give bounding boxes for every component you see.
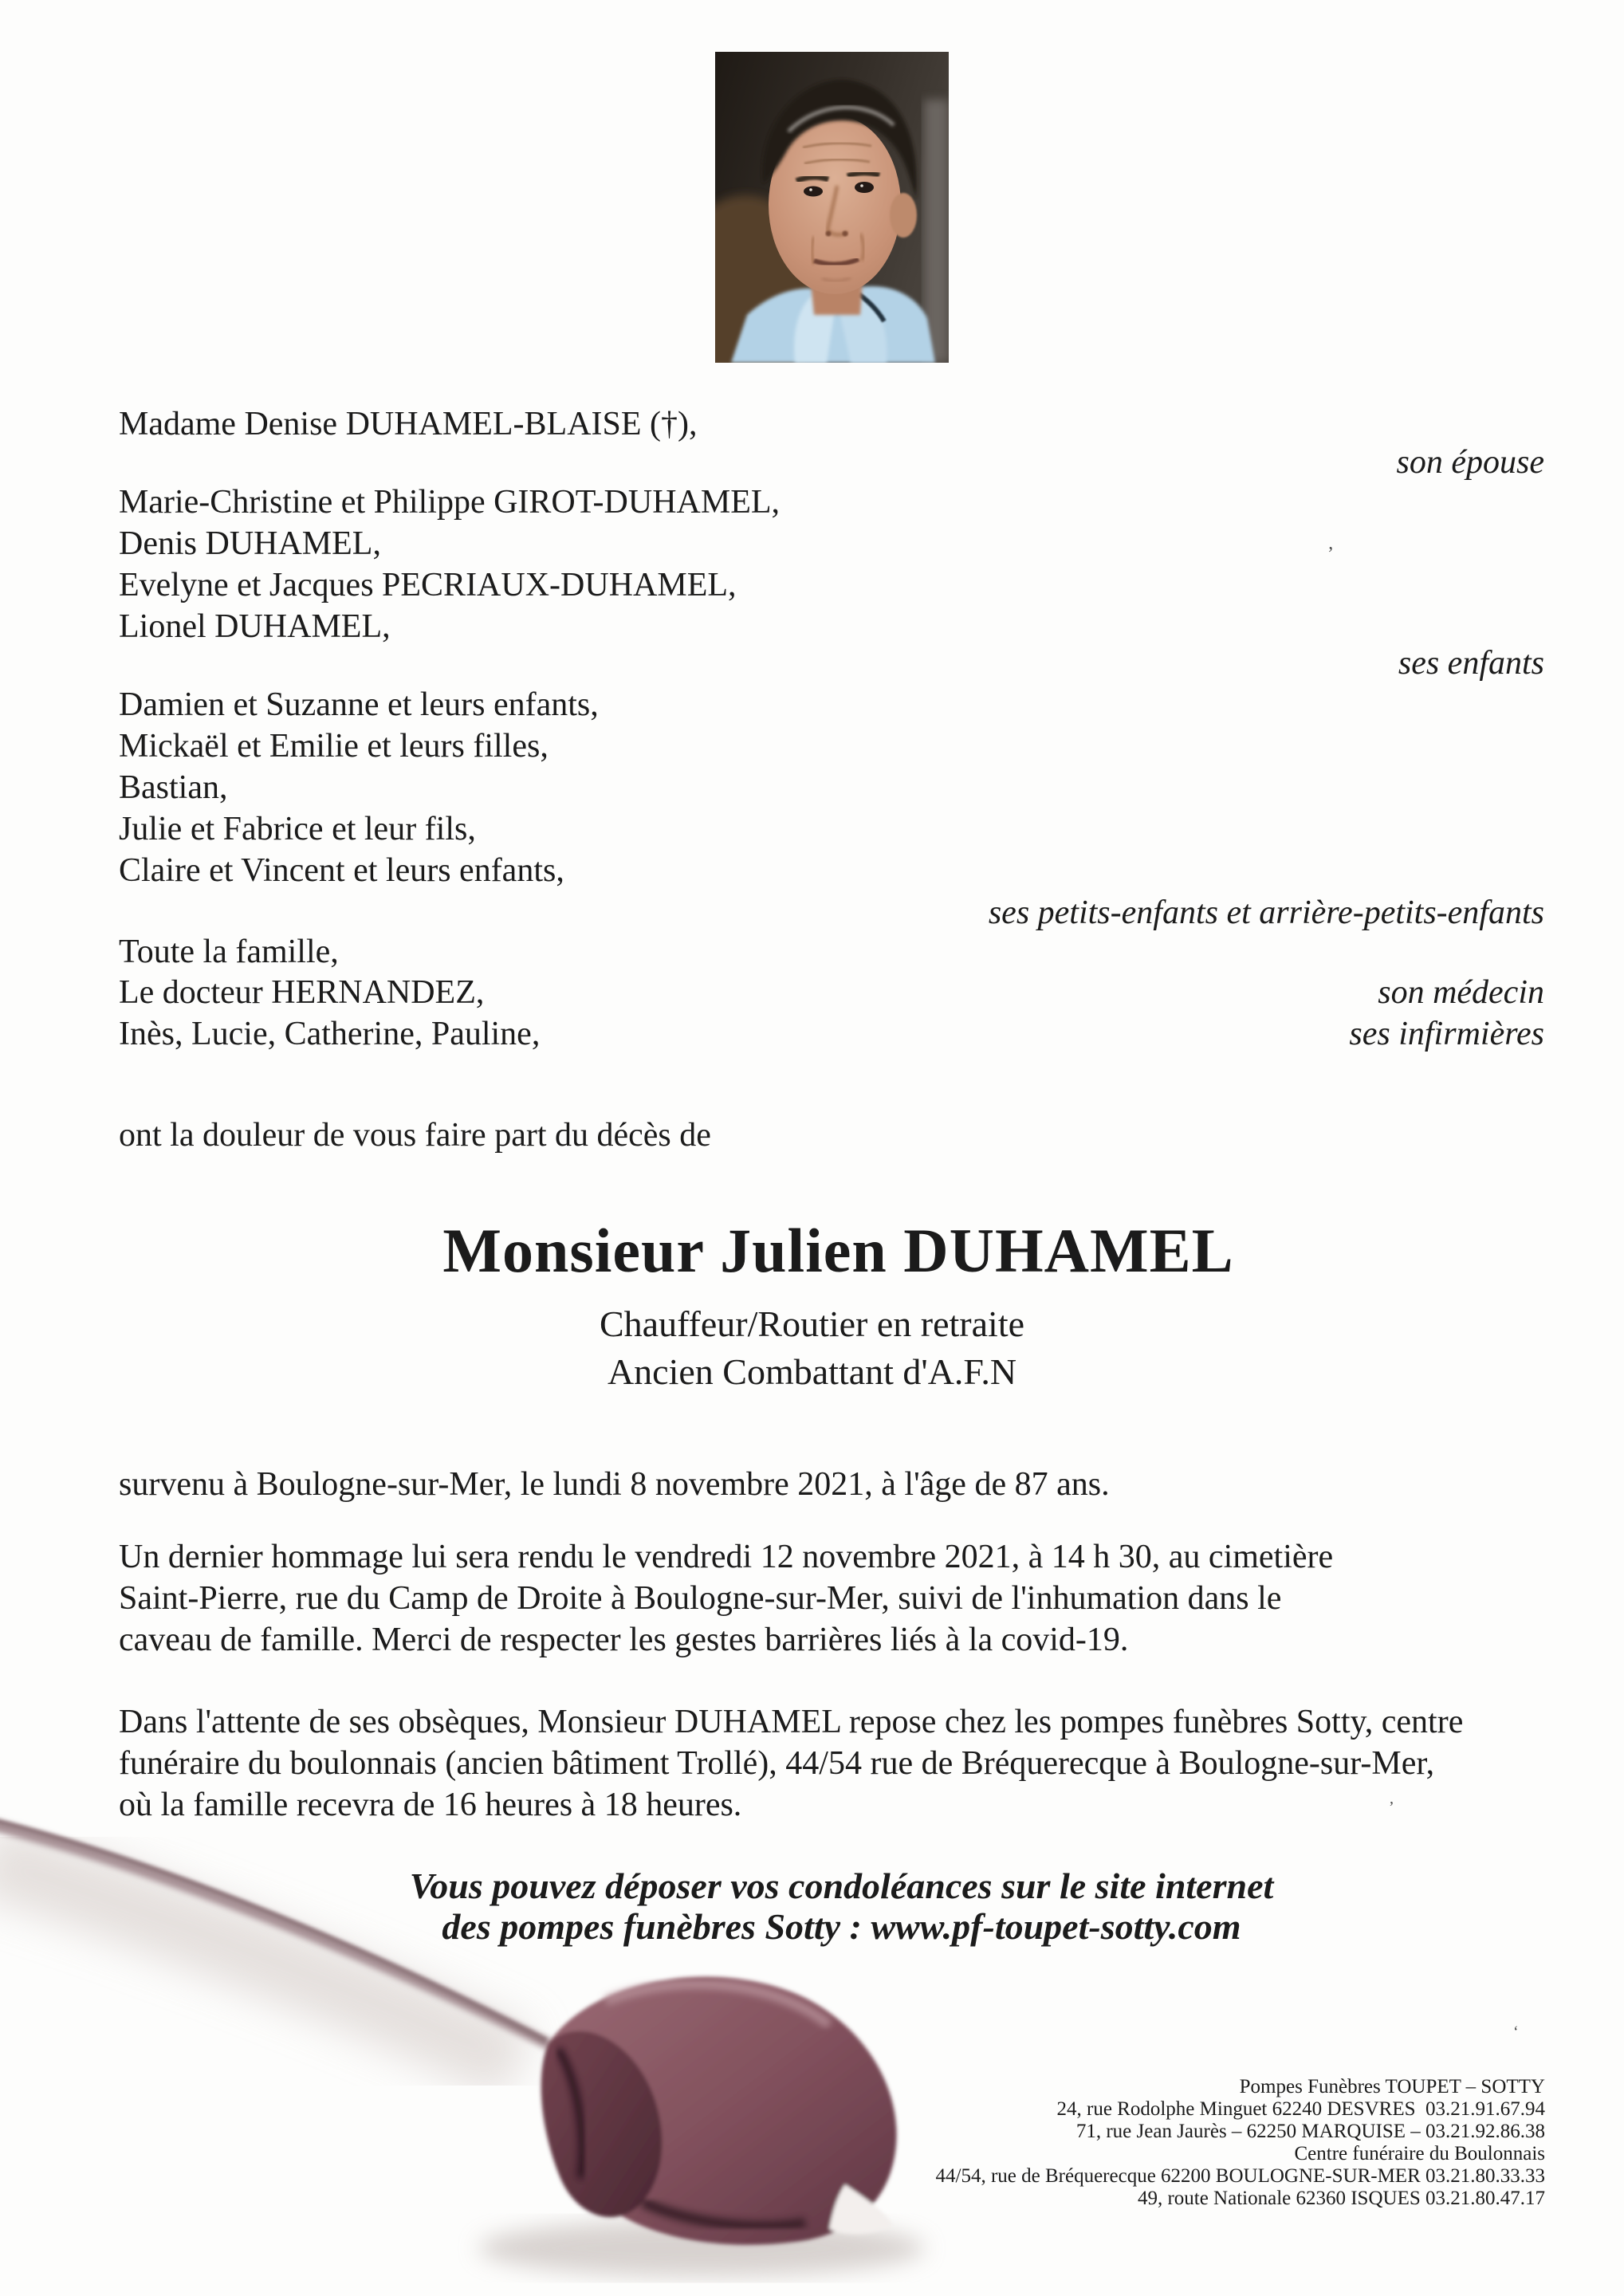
ceremony-line: Un dernier hommage lui sera rendu le vendredi 12 novembre 2021, à 14 h 30, au cimetière — [119, 1539, 1334, 1575]
spouse-label: son épouse — [1396, 444, 1544, 481]
funeral-home-info — [936, 2076, 1545, 2210]
children-lines — [119, 482, 780, 647]
funeral-home-address: 71, rue Jean Jaurès – 62250 MARQUISE – 03.21.92.86.38 — [1075, 2121, 1545, 2142]
spouse-line: Madame Denise DUHAMEL-BLAISE (†), — [119, 406, 698, 442]
scan-speck: ’ — [1327, 544, 1334, 564]
doctor-line: Le docteur HERNANDEZ, — [119, 974, 485, 1011]
nurses-label: ses infirmières — [1349, 1016, 1544, 1052]
deceased-subtitle-occupation: Chauffeur/Routier en retraite — [599, 1303, 1025, 1344]
children-label: ses enfants — [1398, 645, 1544, 682]
funeral-home-name: Pompes Funèbres TOUPET – SOTTY — [1239, 2076, 1545, 2097]
condolences-line: Vous pouvez déposer vos condoléances sur le site internet — [409, 1866, 1274, 1906]
child-line: Evelyne et Jacques PECRIAUX-DUHAMEL, — [119, 567, 737, 603]
ceremony-line: caveau de famille. Merci de respecter les gestes barrières liés à la covid-19. — [119, 1622, 1129, 1658]
child-line: Lionel DUHAMEL, — [119, 608, 391, 645]
grandchild-line: Claire et Vincent et leurs enfants, — [119, 852, 564, 889]
grandchild-line: Julie et Fabrice et leur fils, — [119, 811, 476, 847]
doctor-label: son médecin — [1378, 974, 1544, 1011]
deceased-name: Monsieur Julien DUHAMEL — [442, 1216, 1234, 1285]
child-line: Marie-Christine et Philippe GIROT-DUHAMEL, — [119, 484, 781, 521]
child-line: Denis DUHAMEL, — [119, 525, 381, 562]
repose-paragraph — [119, 1701, 1463, 1826]
grandchild-line: Mickaël et Emilie et leurs filles, — [119, 728, 549, 765]
portrait-photo — [715, 52, 949, 363]
funeral-home-center: Centre funéraire du Boulonnais — [1294, 2143, 1545, 2164]
nurses-line: Inès, Lucie, Catherine, Pauline, — [119, 1016, 541, 1052]
repose-line: où la famille recevra de 16 heures à 18 heures. — [119, 1787, 742, 1823]
ceremony-line: Saint-Pierre, rue du Camp de Droite à Boulogne-sur-Mer, suivi de l'inhumation dans le — [119, 1580, 1282, 1617]
repose-line: funéraire du boulonnais (ancien bâtiment Trollé), 44/54 rue de Bréquerecque à Boulogne-sur-Mer, — [119, 1745, 1435, 1782]
repose-line: Dans l'attente de ses obsèques, Monsieur DUHAMEL repose chez les pompes funèbres Sotty, centre — [119, 1704, 1464, 1740]
grandchildren-lines — [119, 684, 599, 891]
grandchildren-label: ses petits-enfants et arrière-petits-enfants — [988, 894, 1544, 931]
deceased-subtitle-veteran: Ancien Combattant d'A.F.N — [607, 1351, 1017, 1392]
intro-line: ont la douleur de vous faire part du décès de — [119, 1117, 711, 1154]
funeral-home-address: 24, rue Rodolphe Minguet 62240 DESVRES 03.21.91.67.94 — [1056, 2098, 1545, 2120]
family-line: Toute la famille, — [119, 934, 339, 970]
death-line: survenu à Boulogne-sur-Mer, le lundi 8 novembre 2021, à l'âge de 87 ans. — [119, 1466, 1110, 1503]
grandchild-line: Damien et Suzanne et leurs enfants, — [119, 686, 599, 723]
grandchild-line: Bastian, — [119, 769, 228, 806]
funeral-home-address: 44/54, rue de Bréquerecque 62200 BOULOGNE-SUR-MER 03.21.80.33.33 — [935, 2165, 1545, 2187]
scan-speck: ’ — [1389, 1799, 1394, 1816]
funeral-home-address: 49, route Nationale 62360 ISQUES 03.21.80.47.17 — [1137, 2188, 1545, 2209]
ceremony-paragraph — [119, 1536, 1333, 1661]
condolences-website-line: des pompes funèbres Sotty : www.pf-toupet-sotty.com — [442, 1906, 1241, 1947]
scan-speck: ‘ — [1513, 2023, 1519, 2041]
